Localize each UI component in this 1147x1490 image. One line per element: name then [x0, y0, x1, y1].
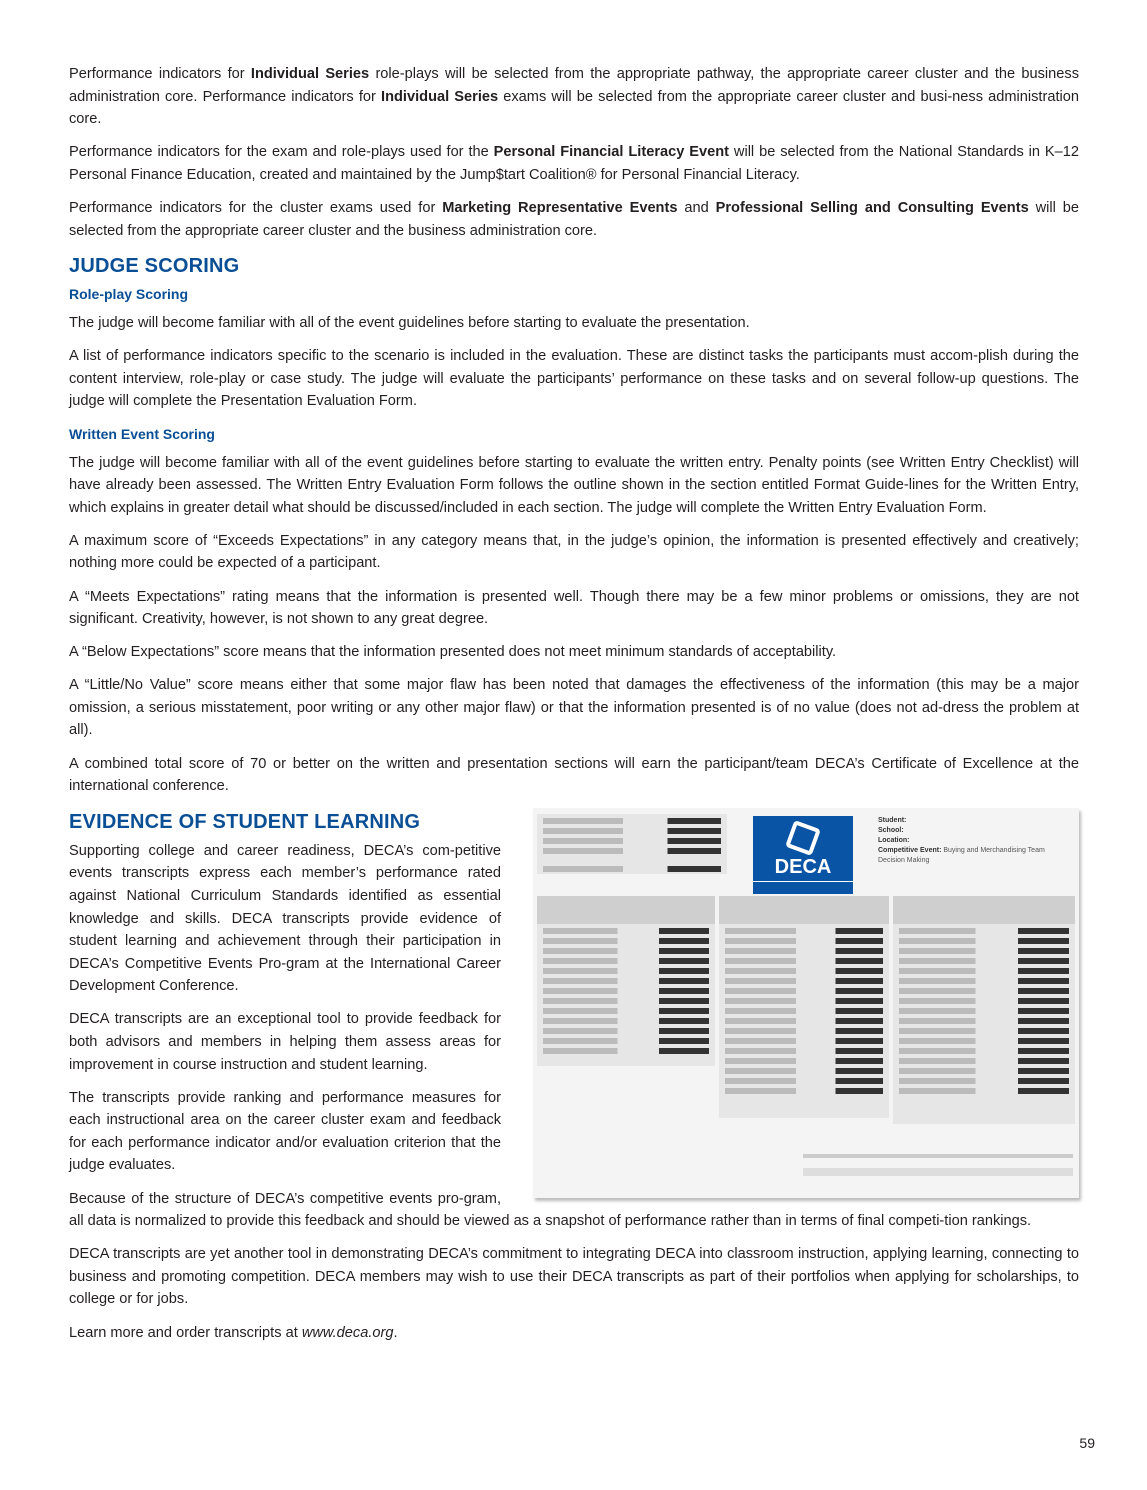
page-number: 59 — [1079, 1435, 1095, 1451]
paragraph: The transcripts provide ranking and performance measures for each instructional area on the career cluster exam and feedback for each performance indicator and/or evaluation criterion that the judge evaluates. — [69, 1089, 501, 1174]
paragraph: Because of the structure of DECA’s competitive events pro-gram, all data is normalized to provide this feedback and should be viewed as a snapshot of performance rather than in terms of final competi-tion rankings. — [69, 1190, 1032, 1230]
summary-table — [537, 814, 727, 874]
logo-text: DECA — [774, 855, 832, 878]
exam-table — [537, 896, 715, 1066]
paragraph: A list of performance indicators specific to the scenario is included in the evaluation. These are distinct tasks the participants must accom-plish during the content interview, role-play or case study. The judge will evaluate the participants’ performance on these tasks and on several follow-up questions. The judge will complete the Presentation Evaluation Form. — [69, 348, 1079, 410]
paragraph: The judge will become familiar with all of the event guidelines before starting to evaluate the presentation. — [69, 315, 750, 332]
location-label: Location: — [878, 836, 910, 844]
logo-subtitle — [753, 881, 853, 884]
text: Learn more and order transcripts at — [69, 1324, 302, 1341]
student-info — [878, 816, 1068, 866]
paragraph: A “Little/No Value” score means either that some major flaw has been noted that damages the effectiveness of the information (this may be a major omission, a serious misstatement, poor writing or any other major flaw) or that the information presented is of no value (does not ad-dress the problem at all). — [69, 677, 1079, 739]
bold-text: Marketing Representative Events — [442, 199, 678, 216]
paragraph: The judge will become familiar with all of the event guidelines before starting to evaluate the written entry. Penalty points (see Written Entry Checklist) will have already been assessed. The Written Entry Evaluation Form follows the outline shown in the section entitled Format Guide-lines for the Written Entry, which explains in greater detail what should be discussed/included in each section. The judge will complete the Written Entry Evaluation Form. — [69, 454, 1079, 516]
bold-text: Personal Financial Literacy Event — [493, 144, 729, 161]
bold-text: Individual Series — [250, 66, 370, 82]
event-value: Buying and Merchandising Team Decision Making — [878, 846, 1045, 864]
case-study-table — [719, 896, 889, 1118]
deca-logo — [753, 816, 853, 894]
footnote — [803, 1168, 1073, 1176]
text: Performance indicators for the cluster exams used for — [69, 199, 443, 216]
text: Performance indicators for the exam and role-plays used for the — [69, 144, 494, 161]
paragraph: A combined total score of 70 or better on the written and presentation sections will earn the participant/team DECA’s Certificate of Excellence at the international conference. — [69, 755, 1079, 795]
paragraph: A “Meets Expectations” rating means that the information is presented well. Though there may be a few minor problems or omissions, they are not significant. Creativity, however, is not shown to any great degree. — [69, 588, 1079, 628]
intro-paragraph-1 — [69, 63, 1079, 131]
bold-text: Individual Series — [381, 88, 499, 105]
student-label: Student: — [878, 816, 907, 824]
paragraph: A maximum score of “Exceeds Expectations” in any category means that, in the judge’s opinion, the information is presented effectively and creatively; nothing more could be expected of a participant. — [69, 532, 1079, 572]
learn-more-paragraph — [69, 1322, 1079, 1345]
text: will be selected from the appropriate career cluster and the business administration core. — [69, 199, 1079, 239]
text: . — [393, 1324, 398, 1341]
roleplay-scoring-heading: Role-play Scoring — [69, 286, 189, 303]
text: will be selected from the National Standards in K–12 Personal Finance Education, created and maintained by the Jump$tart Coalition® for Personal Financial Literacy. — [69, 144, 1079, 183]
paragraph: DECA transcripts are an exceptional tool to provide feedback for both advisors and members in helping them assess areas for improvement in course instruction and student learning. — [69, 1011, 501, 1073]
evidence-heading: EVIDENCE OF STUDENT LEARNING — [69, 810, 421, 833]
text: role-plays will be selected from the appropriate pathway, the appropriate career cluster and the business administration core. Performance indicators for — [69, 66, 1080, 105]
text: exams will be selected from the appropriate career cluster and busi-ness administration core. — [69, 88, 1079, 128]
final-exam-table — [893, 896, 1075, 1124]
paragraph: DECA transcripts are yet another tool in demonstrating DECA’s commitment to integrating DECA into classroom instruction, applying learning, connecting to business and promoting competition. DECA members may wish to use their DECA transcripts as part of their portfolios when applying for scholarships, to college or for jobs. — [69, 1246, 1079, 1308]
school-label: School: — [878, 826, 904, 834]
key-note — [803, 1154, 1073, 1158]
text: Performance indicators for — [69, 66, 251, 82]
page-content — [69, 63, 1079, 1355]
text: and — [677, 199, 716, 216]
written-scoring-heading: Written Event Scoring — [69, 425, 215, 442]
intro-paragraph-3 — [69, 197, 1079, 242]
paragraph: Supporting college and career readiness, DECA’s com-petitive events transcripts express each member’s performance rated against National Curriculum Standards identified as essential knowledge and skills. DECA transcripts provide evidence of student learning and achievement through their participation in DECA’s Competitive Events Pro-gram at the International Career Development Conference. — [69, 842, 501, 995]
deca-url-link[interactable]: www.deca.org — [301, 1324, 394, 1341]
bold-text: Professional Selling and Consulting Events — [715, 199, 1029, 216]
event-label: Competitive Event: — [878, 846, 942, 854]
deca-diamond-icon — [785, 820, 821, 856]
judge-scoring-heading: JUDGE SCORING — [69, 255, 240, 278]
transcript-sample-image — [533, 808, 1079, 1198]
intro-paragraph-2 — [69, 141, 1079, 186]
paragraph: A “Below Expectations” score means that the information presented does not meet minimum standards of acceptability. — [69, 644, 837, 661]
